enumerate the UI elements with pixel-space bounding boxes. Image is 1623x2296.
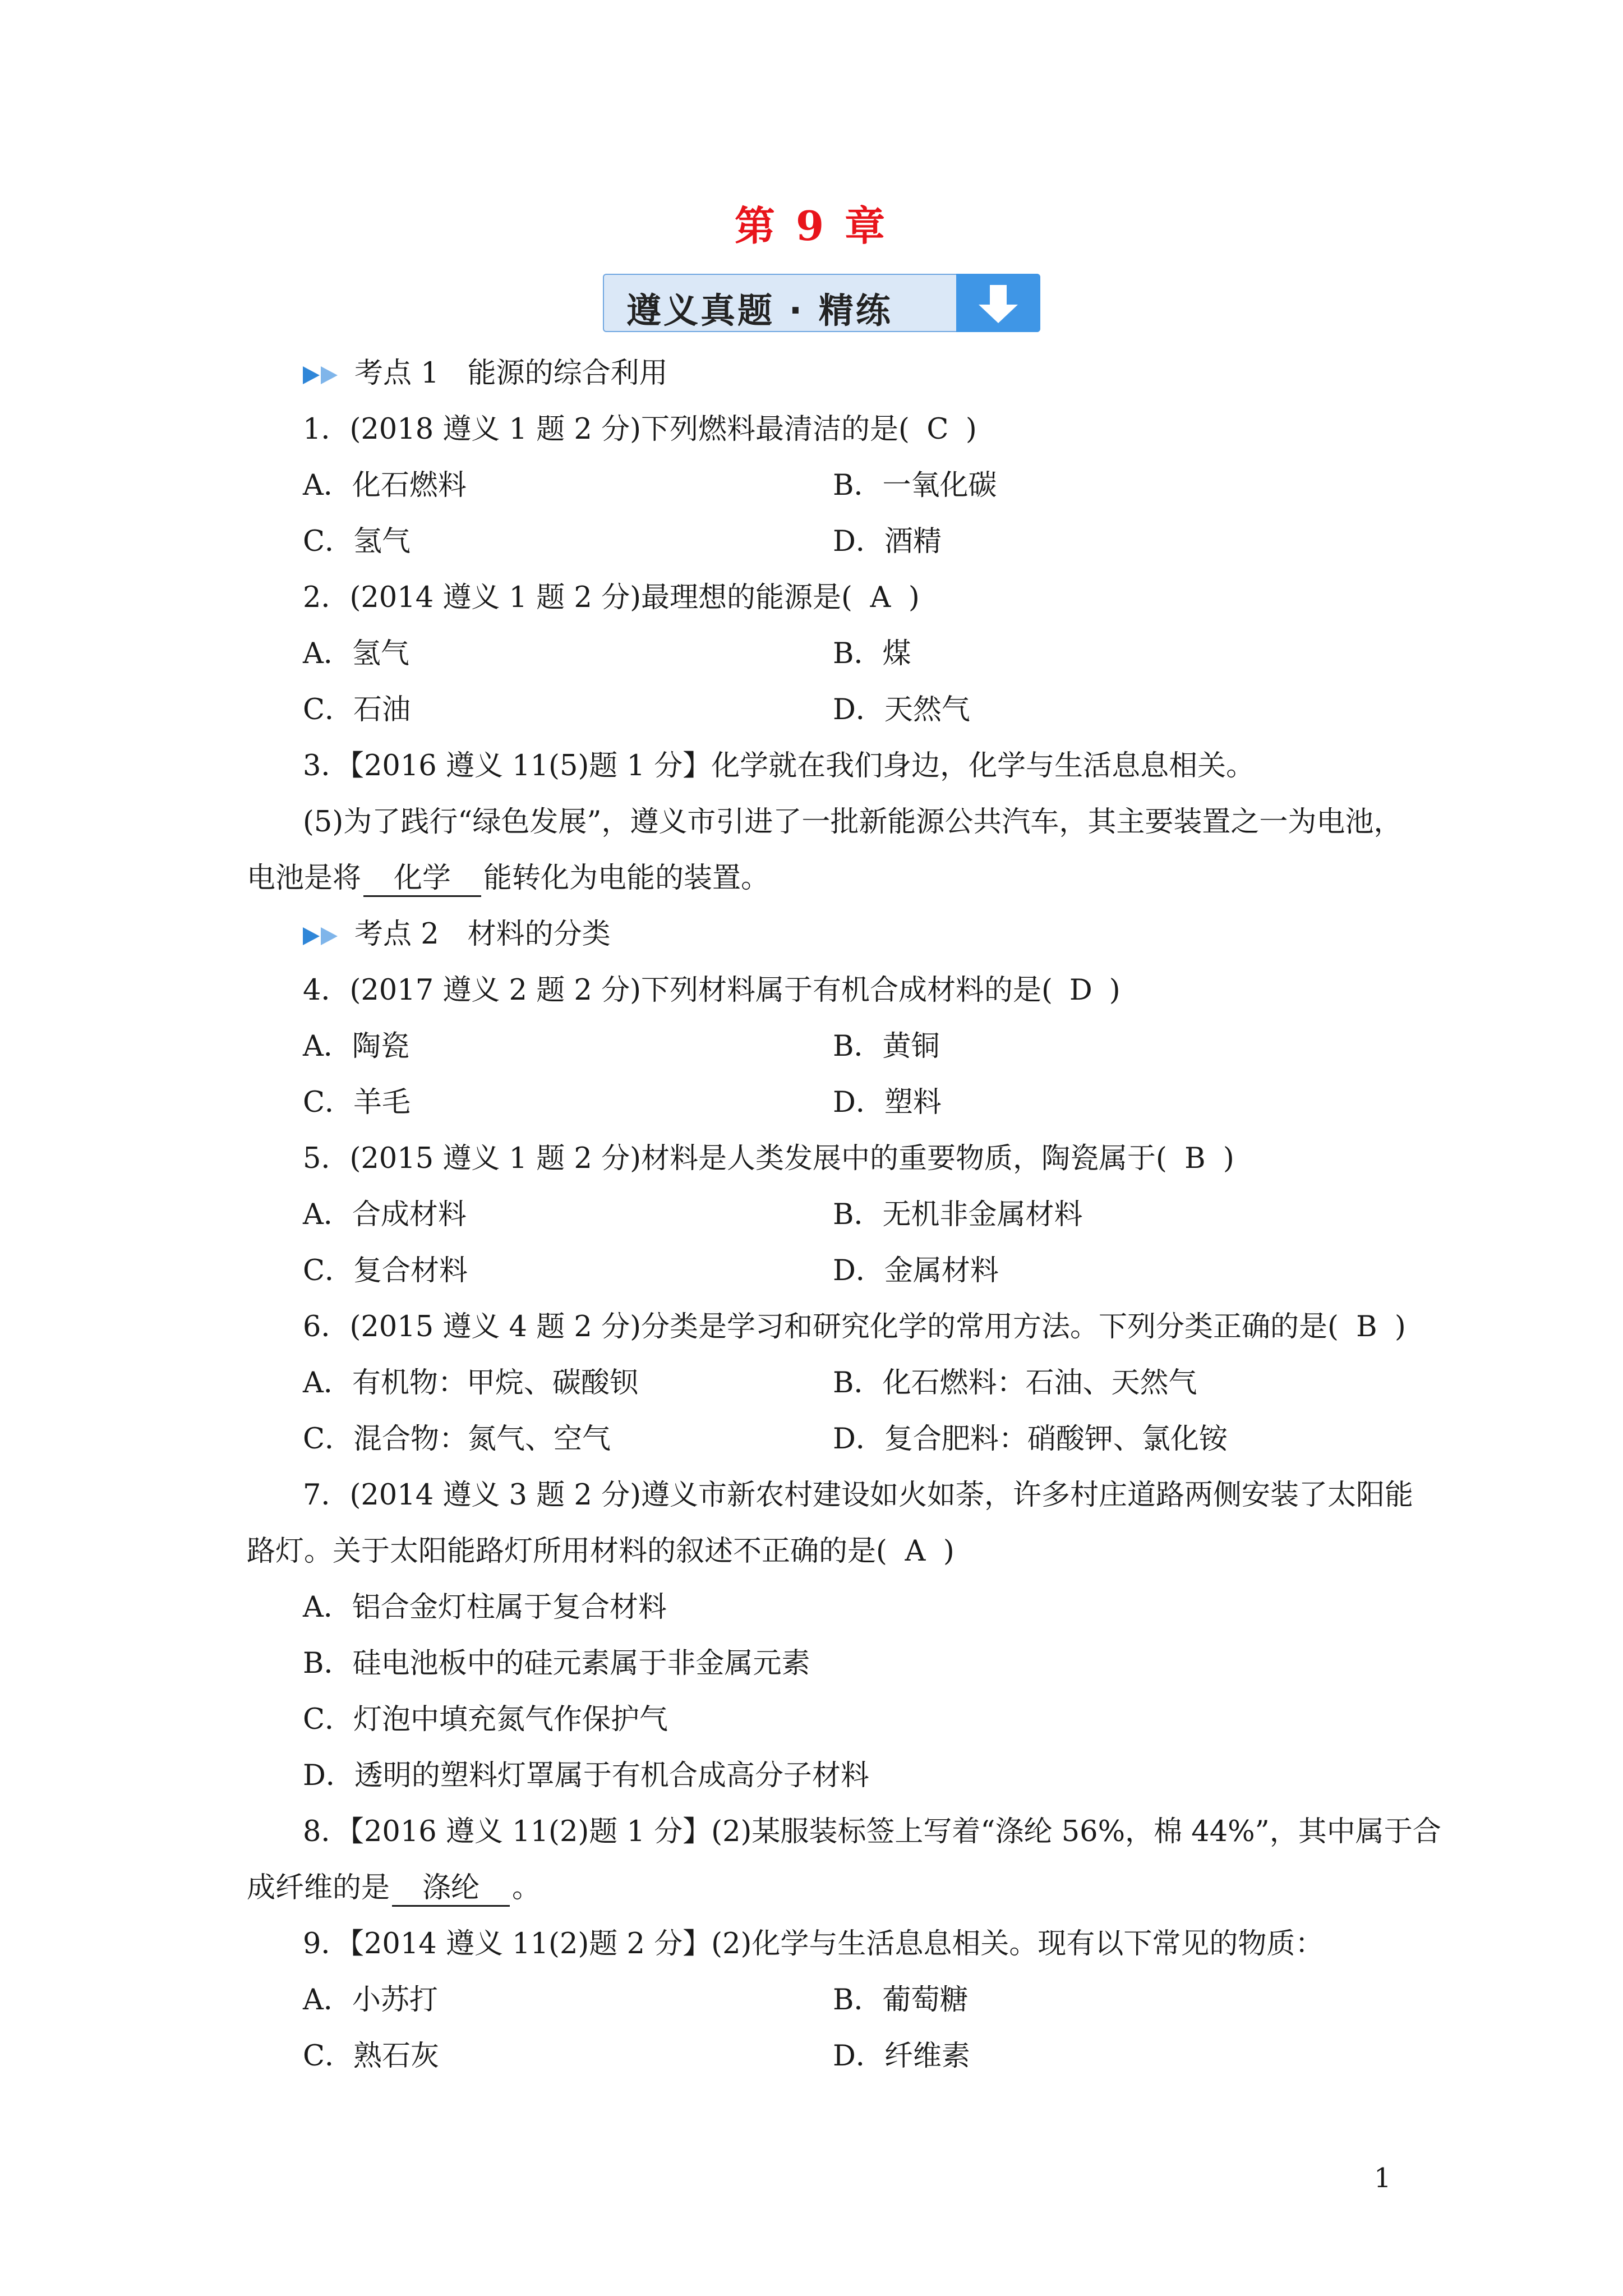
question-text: 6．(2015 遵义 4 题 2 分)分类是学习和研究化学的常用方法。下列分类正确的是( bbox=[303, 1310, 1339, 1343]
banner-label: 遵义真题 · 精练 bbox=[626, 290, 893, 331]
section-heading-text: 考点 1 能源的综合利用 bbox=[354, 357, 668, 390]
question-9-stem: 9．【2014 遵义 11(2)题 2 分】(2)化学与生活息息相关。现有以下常见的物质： bbox=[303, 1927, 1324, 1961]
option-a: A．铝合金灯柱属于复合材料 bbox=[303, 1591, 667, 1624]
option-a: A．有机物：甲烷、碳酸钡 bbox=[303, 1366, 638, 1400]
answer: D bbox=[1069, 974, 1092, 1007]
double-arrow-icon bbox=[303, 365, 341, 385]
option-b: B．一氧化碳 bbox=[833, 469, 997, 502]
question-7-line bbox=[247, 1535, 955, 1568]
option-a: A．陶瓷 bbox=[303, 1030, 409, 1063]
answer-blank: 化学 bbox=[363, 862, 481, 897]
question-5-stem bbox=[303, 1142, 1234, 1176]
question-4-stem bbox=[303, 974, 1121, 1007]
question-text: ) bbox=[908, 581, 920, 614]
option-b: B．化石燃料：石油、天然气 bbox=[833, 1366, 1197, 1400]
option-d: D．复合肥料：硝酸钾、氯化铵 bbox=[833, 1423, 1228, 1456]
question-text: ) bbox=[1394, 1310, 1406, 1343]
question-text: 路灯。关于太阳能路灯所用材料的叙述不正确的是( bbox=[247, 1535, 887, 1568]
option-b: B．黄铜 bbox=[833, 1030, 940, 1063]
answer: A bbox=[905, 1535, 926, 1568]
option-c: C．羊毛 bbox=[303, 1086, 411, 1119]
question-text: 4．(2017 遵义 2 题 2 分)下列材料属于有机合成材料的是( bbox=[303, 974, 1053, 1007]
question-3-line: (5)为了践行“绿色发展”，遵义市引进了一批新能源公共汽车，其主要装置之一为电池， bbox=[303, 806, 1403, 839]
answer-blank: 涤纶 bbox=[392, 1871, 510, 1907]
question-text: 。 bbox=[512, 1871, 541, 1904]
question-1-stem bbox=[303, 413, 977, 447]
question-2-stem bbox=[303, 581, 920, 615]
option-b: B．葡萄糖 bbox=[833, 1984, 969, 2017]
option-c: C．石油 bbox=[303, 693, 411, 726]
question-text: ) bbox=[965, 413, 977, 446]
question-text: 2．(2014 遵义 1 题 2 分)最理想的能源是( bbox=[303, 581, 852, 614]
question-text: 5．(2015 遵义 1 题 2 分)材料是人类发展中的重要物质，陶瓷属于( bbox=[303, 1142, 1167, 1175]
option-d: D．纤维素 bbox=[833, 2040, 970, 2073]
section-heading-2 bbox=[303, 918, 611, 951]
option-d: D．酒精 bbox=[833, 525, 942, 558]
question-3-stem: 3．【2016 遵义 11(5)题 1 分】化学就在我们身边，化学与生活息息相关。 bbox=[303, 749, 1255, 783]
question-8-stem: 8．【2016 遵义 11(2)题 1 分】(2)某服装标签上写着“涤纶 56%，棉 44%”，其中属于合 bbox=[303, 1815, 1441, 1848]
section-heading-text: 考点 2 材料的分类 bbox=[354, 918, 611, 951]
option-a: A．氢气 bbox=[303, 637, 409, 670]
option-a: A．合成材料 bbox=[303, 1198, 467, 1231]
option-d: D．天然气 bbox=[833, 693, 970, 726]
question-text: 成纤维的是 bbox=[247, 1871, 390, 1904]
question-8-line bbox=[247, 1871, 541, 1907]
question-3-line bbox=[247, 862, 769, 897]
option-c: C．灯泡中填充氮气作保护气 bbox=[303, 1703, 668, 1736]
option-d: D．透明的塑料灯罩属于有机合成高分子材料 bbox=[303, 1759, 869, 1792]
answer: C bbox=[926, 413, 949, 446]
chapter-title: 第 9 章 bbox=[734, 202, 889, 250]
answer: B bbox=[1184, 1142, 1206, 1175]
option-b: B．煤 bbox=[833, 637, 911, 670]
option-c: C．混合物：氮气、空气 bbox=[303, 1423, 611, 1456]
answer: B bbox=[1356, 1310, 1377, 1343]
question-text: ) bbox=[943, 1535, 955, 1568]
option-d: D．塑料 bbox=[833, 1086, 942, 1119]
answer: A bbox=[870, 581, 891, 614]
question-text: 1．(2018 遵义 1 题 2 分)下列燃料最清洁的是( bbox=[303, 413, 910, 446]
download-arrow-icon bbox=[956, 274, 1040, 332]
option-b: B．硅电池板中的硅元素属于非金属元素 bbox=[303, 1647, 810, 1680]
double-arrow-icon bbox=[303, 926, 341, 946]
question-6-stem bbox=[303, 1310, 1406, 1344]
section-banner bbox=[603, 274, 1040, 332]
option-d: D．金属材料 bbox=[833, 1254, 999, 1287]
option-b: B．无机非金属材料 bbox=[833, 1198, 1083, 1231]
question-text: ) bbox=[1223, 1142, 1234, 1175]
option-c: C．复合材料 bbox=[303, 1254, 468, 1287]
question-7-stem: 7．(2014 遵义 3 题 2 分)遵义市新农村建设如火如荼，许多村庄道路两侧安装了太阳能 bbox=[303, 1479, 1413, 1512]
option-c: C．氢气 bbox=[303, 525, 411, 558]
option-a: A．化石燃料 bbox=[303, 469, 467, 502]
option-a: A．小苏打 bbox=[303, 1984, 438, 2017]
section-heading-1 bbox=[303, 357, 668, 390]
option-c: C．熟石灰 bbox=[303, 2040, 440, 2073]
question-text: 电池是将 bbox=[247, 862, 362, 895]
question-text: 能转化为电能的装置。 bbox=[483, 862, 770, 895]
page-number: 1 bbox=[1374, 2162, 1391, 2194]
question-text: ) bbox=[1109, 974, 1121, 1007]
